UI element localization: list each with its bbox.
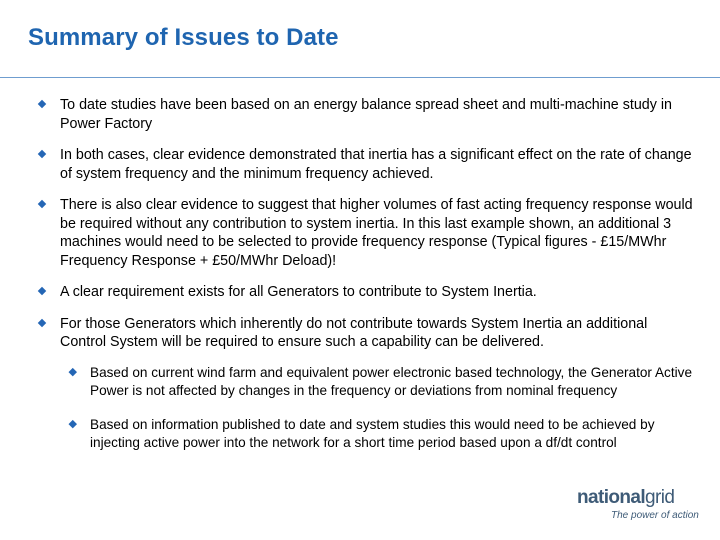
logo-brand-part1: national: [577, 487, 646, 508]
diamond-bullet-icon: [38, 150, 46, 158]
diamond-bullet-icon: [38, 100, 46, 108]
logo-tagline: The power of action: [611, 510, 699, 521]
bullet-item: [36, 315, 696, 352]
sub-bullet-item: [68, 364, 696, 400]
national-grid-logo: [577, 488, 717, 521]
logo-wordmark: [577, 488, 717, 508]
sub-bullet-text: Based on current wind farm and equivalent power electronic based technology, the Generator Active Power is not affected by changes in the frequency or deviations from nominal frequency: [90, 364, 693, 398]
diamond-bullet-icon: [69, 419, 77, 427]
bullet-text: A clear requirement exists for all Generators to contribute to System Inertia.: [60, 284, 537, 300]
bullet-text: For those Generators which inherently do not contribute towards System Inertia an additional Control System will be required to ensure such a capability can be delivered.: [60, 315, 648, 350]
diamond-bullet-icon: [69, 367, 77, 375]
logo-brand-part2: grid: [645, 487, 675, 508]
diamond-bullet-icon: [38, 287, 46, 295]
bullet-item: [36, 196, 696, 270]
sub-bullet-item: [68, 416, 696, 452]
slide-title: Summary of Issues to Date: [28, 24, 339, 51]
bullet-item: [36, 146, 696, 183]
sub-bullet-text: Based on information published to date and system studies this would need to be achieved by injecting active power into the network for a short time period based upon a df/dt control: [90, 416, 655, 450]
diamond-bullet-icon: [38, 200, 46, 208]
bullet-item: [36, 96, 696, 133]
bullet-item: [36, 283, 696, 302]
bullet-text: In both cases, clear evidence demonstrated that inertia has a significant effect on the rate of change of system frequency and the minimum frequency achieved.: [60, 147, 692, 182]
bullet-list: [36, 96, 696, 452]
title-divider: [0, 77, 720, 78]
diamond-bullet-icon: [38, 318, 46, 326]
bullet-text: To date studies have been based on an energy balance spread sheet and multi-machine study in Power Factory: [60, 97, 672, 132]
bullet-text: There is also clear evidence to suggest that higher volumes of fast acting frequency response would be required without any contribution to system inertia. In this last example shown, an additional 3 machines would need to be selected to provide frequency response (Typical figures - £15/MWhr Frequency Response + £50/MWhr Deload)!: [60, 197, 693, 269]
